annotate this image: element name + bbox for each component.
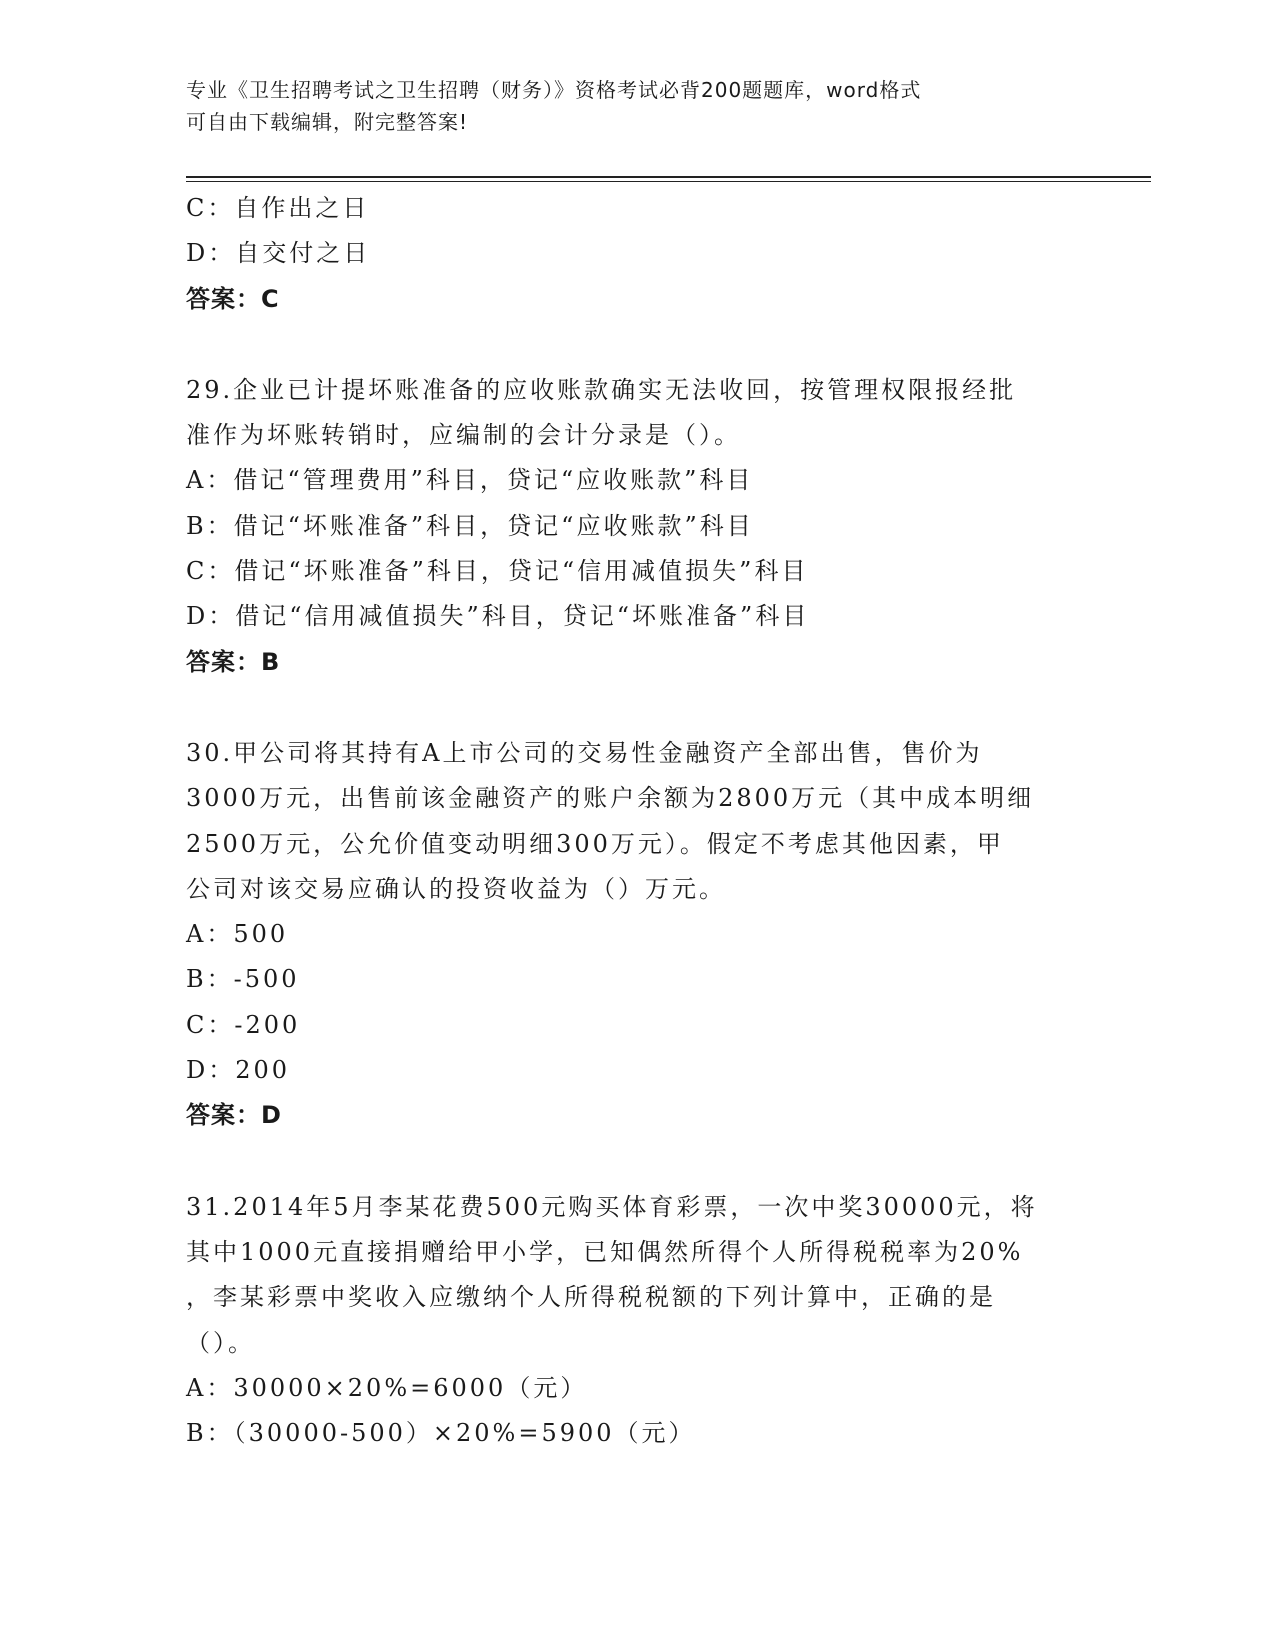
answer: 答案：D	[186, 1101, 282, 1130]
question-31	[186, 1185, 1086, 1457]
question-text-line: 31.2014年5月李某花费500元购买体育彩票，一次中奖30000元，将	[186, 1192, 1038, 1221]
question-text-line: 29.企业已计提坏账准备的应收账款确实无法收回，按管理权限报经批	[186, 375, 1017, 404]
question-text-line: 30.甲公司将其持有A上市公司的交易性金融资产全部出售，售价为	[186, 738, 983, 767]
question-30	[186, 731, 1086, 1139]
question-28-tail	[186, 186, 1086, 322]
option-c: C：自作出之日	[186, 194, 370, 222]
spacer	[186, 322, 1086, 368]
option-b: B：（30000-500）×20%=5900（元）	[186, 1419, 696, 1448]
question-text-line: 准作为坏账转销时，应编制的会计分录是（）。	[186, 421, 741, 450]
question-text-line: 其中1000元直接捐赠给甲小学，已知偶然所得个人所得税税率为20%	[186, 1237, 1024, 1266]
question-text-line: ，李某彩票中奖收入应缴纳个人所得税税额的下列计算中，正确的是	[186, 1283, 996, 1312]
option-c: C：借记“坏账准备”科目，贷记“信用减值损失”科目	[186, 557, 809, 586]
question-text-line: 3000万元，出售前该金融资产的账户余额为2800万元（其中成本明细	[186, 784, 1035, 813]
option-d: D：自交付之日	[186, 239, 371, 268]
header-title-line-1: 专业《卫生招聘考试之卫生招聘（财务）》资格考试必背200题题库，word格式	[186, 78, 922, 102]
page-header	[186, 74, 1066, 138]
answer: 答案：B	[186, 647, 281, 676]
answer: 答案：C	[186, 284, 280, 313]
option-b: B：借记“坏账准备”科目，贷记“应收账款”科目	[186, 511, 754, 540]
spacer	[186, 1139, 1086, 1185]
option-c: C：-200	[186, 1010, 301, 1039]
option-d: D：200	[186, 1056, 291, 1085]
question-text-line: 2500万元，公允价值变动明细300万元）。假定不考虑其他因素，甲	[186, 829, 1004, 858]
option-a: A：500	[186, 920, 289, 949]
question-text-line: （）。	[186, 1328, 255, 1357]
spacer	[186, 685, 1086, 731]
question-29	[186, 368, 1086, 685]
option-b: B：-500	[186, 965, 300, 994]
option-a: A：借记“管理费用”科目，贷记“应收账款”科目	[186, 466, 754, 495]
header-title-line-2: 可自由下载编辑，附完整答案!	[186, 110, 469, 134]
option-d: D：借记“信用减值损失”科目，贷记“坏账准备”科目	[186, 602, 810, 631]
question-text-line: 公司对该交易应确认的投资收益为（）万元。	[186, 874, 726, 903]
option-a: A：30000×20%=6000（元）	[186, 1373, 588, 1402]
document-body	[186, 186, 1086, 1456]
header-divider	[186, 176, 1151, 182]
